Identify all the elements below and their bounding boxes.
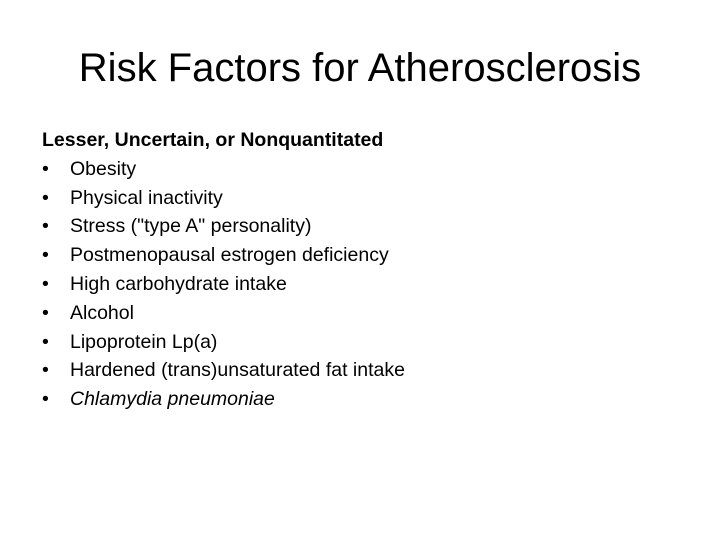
list-item-text: Stress ("type A" personality) bbox=[70, 215, 312, 238]
section-subheading: Lesser, Uncertain, or Nonquantitated bbox=[42, 129, 384, 151]
list-item-text: Postmenopausal estrogen deficiency bbox=[70, 244, 389, 267]
list-item bbox=[42, 241, 682, 270]
slide-title: Risk Factors for Atherosclerosis bbox=[78, 46, 642, 90]
list-item-text: Physical inactivity bbox=[70, 186, 223, 209]
list-item-text: Alcohol bbox=[70, 301, 134, 324]
list-item-text: Hardened (trans)unsaturated fat intake bbox=[70, 359, 405, 382]
bullet-icon: • bbox=[42, 272, 49, 295]
list-item-text: High carbohydrate intake bbox=[70, 272, 287, 295]
list-item bbox=[42, 328, 682, 357]
list-item bbox=[42, 184, 682, 213]
list-item bbox=[42, 385, 682, 414]
bullet-icon: • bbox=[42, 388, 49, 411]
slide-content bbox=[42, 126, 682, 414]
list-item-text: Obesity bbox=[70, 157, 137, 180]
bullet-icon: • bbox=[42, 157, 49, 180]
list-item-text: Lipoprotein Lp(a) bbox=[70, 330, 218, 353]
risk-factor-list bbox=[42, 155, 682, 414]
list-item bbox=[42, 270, 682, 299]
bullet-icon: • bbox=[42, 359, 49, 382]
list-item-text-italic: Chlamydia pneumoniae bbox=[70, 388, 275, 411]
list-item bbox=[42, 299, 682, 328]
list-item bbox=[42, 356, 682, 385]
bullet-icon: • bbox=[42, 186, 49, 209]
bullet-icon: • bbox=[42, 244, 49, 267]
list-item bbox=[42, 212, 682, 241]
bullet-icon: • bbox=[42, 301, 49, 324]
bullet-icon: • bbox=[42, 330, 49, 353]
bullet-icon: • bbox=[42, 215, 49, 238]
list-item bbox=[42, 155, 682, 184]
